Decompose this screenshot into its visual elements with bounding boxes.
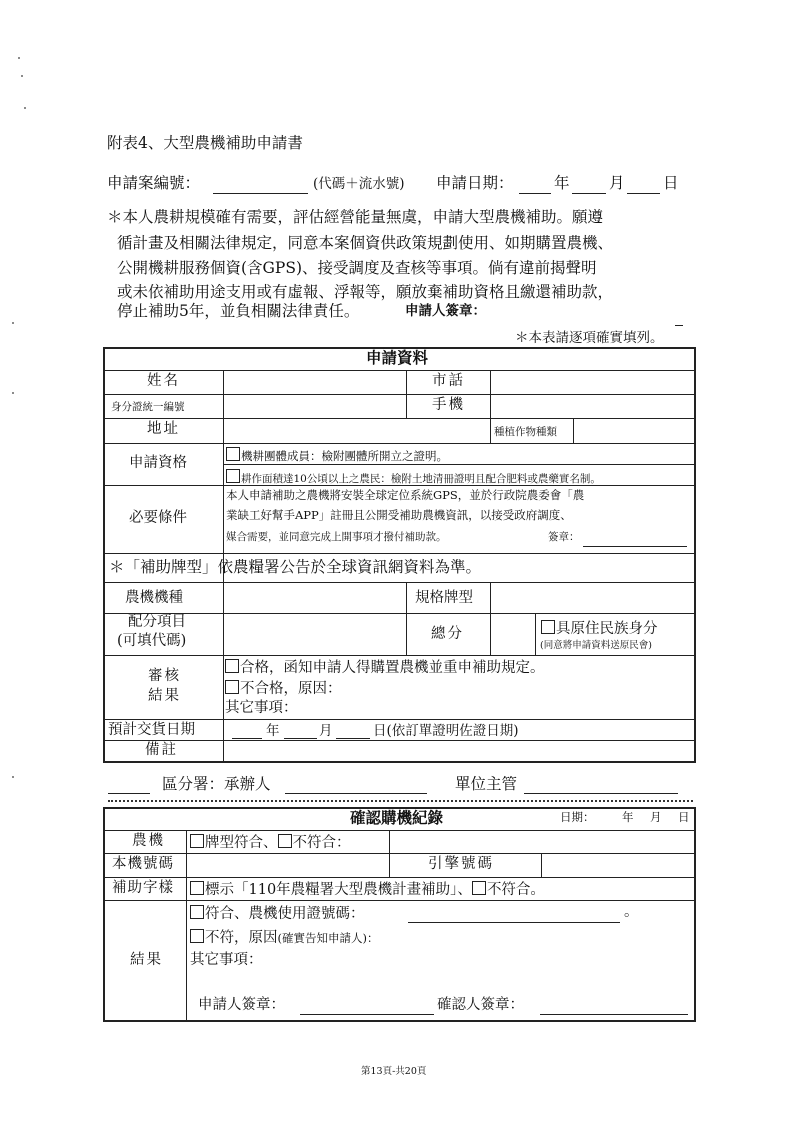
scan-speck — [12, 322, 14, 324]
phone-label: 市話 — [432, 373, 465, 389]
column-divider — [490, 418, 491, 443]
requirement-line-2: 業缺工好幫手APP」註冊且公開受補助農機資訊，以接受政府調度、 — [226, 508, 572, 522]
scan-speck — [21, 75, 23, 77]
page-number: 第13頁-共20頁 — [361, 1066, 427, 1077]
purchase-date-day: 日 — [678, 810, 690, 824]
checkbox[interactable] — [541, 620, 555, 634]
delivery-day-note: 日(依訂單證明佐證日期) — [373, 723, 519, 739]
supervisor-blank[interactable] — [524, 793, 678, 794]
row-divider — [104, 582, 695, 583]
delivery-year-unit: 年 — [266, 723, 280, 739]
column-divider — [535, 613, 536, 655]
checkbox[interactable] — [190, 929, 204, 943]
serial-number-label: 本機號碼 — [112, 856, 174, 872]
apply-date-label: 申請日期： — [436, 174, 514, 192]
checkbox[interactable] — [226, 447, 240, 461]
distribution-label: 配分項目 — [128, 614, 186, 630]
declaration-signature-blank[interactable] — [675, 325, 683, 326]
review-label-top: 審核 — [148, 668, 181, 684]
row-divider — [104, 900, 695, 901]
id-number-label: 身分證統一編號 — [111, 401, 185, 413]
usage-certificate-blank[interactable] — [408, 922, 620, 923]
table-border — [103, 347, 105, 762]
table-border — [103, 1020, 696, 1022]
indigenous-note: (同意將申請資料送原民會) — [540, 640, 652, 651]
row-divider — [104, 655, 695, 656]
purchase-date-label: 日期： — [560, 810, 595, 824]
checkbox[interactable] — [226, 469, 240, 483]
officer-blank[interactable] — [285, 793, 427, 794]
purchase-section-title: 確認購機紀錄 — [350, 808, 444, 827]
apply-year-blank[interactable] — [519, 193, 551, 194]
delivery-date-label: 預計交貨日期 — [108, 722, 195, 738]
result-other-label: 其它事項： — [190, 952, 263, 968]
qualification-label: 申請資格 — [129, 455, 187, 471]
review-fail-option[interactable]: 不合格，原因： — [225, 680, 342, 697]
total-score-label: 總分 — [431, 626, 464, 642]
review-label-bottom: 結果 — [148, 688, 181, 704]
requirement-label: 必要條件 — [129, 510, 187, 526]
district-blank[interactable] — [108, 793, 150, 794]
engine-number-label: 引擎號碼 — [428, 856, 494, 872]
review-other-label: 其它事項： — [225, 700, 298, 716]
name-label: 姓名 — [147, 373, 180, 389]
column-divider — [573, 418, 574, 443]
column-divider — [490, 370, 491, 418]
row-divider — [104, 613, 695, 614]
case-number-blank[interactable] — [213, 193, 308, 194]
result-label: 結果 — [130, 952, 163, 968]
purchase-date-year: 年 — [622, 810, 634, 824]
confirmer-signature-label: 確認人簽章： — [437, 997, 524, 1013]
checkbox[interactable] — [225, 680, 239, 694]
mobile-label: 手機 — [432, 397, 465, 413]
machine-label: 農機 — [132, 833, 165, 849]
declaration-signature-label: 申請人簽章： — [405, 303, 486, 319]
qualification-option-area[interactable]: 耕作面積達10公頃以上之農民：檢附土地清冊證明且配合肥料或農藥實名制。 — [226, 469, 601, 485]
applicant-signature-label: 申請人簽章： — [198, 997, 285, 1013]
form-title: 附表4、大型農機補助申請書 — [107, 134, 303, 152]
delivery-year-blank[interactable] — [232, 738, 262, 739]
row-divider — [104, 830, 695, 831]
apply-year-unit: 年 — [554, 174, 570, 192]
result-mismatch-option[interactable]: 不符，原因(確實告知申請人)： — [190, 929, 378, 946]
column-divider — [406, 582, 407, 655]
table-border — [103, 807, 105, 1021]
result-period: 。 — [624, 904, 639, 920]
checkbox[interactable] — [190, 881, 204, 895]
address-label: 地址 — [147, 421, 180, 437]
qualification-option-group[interactable]: 機耕團體成員：檢附團體所開立之證明。 — [226, 447, 448, 463]
applicant-signature-blank[interactable] — [300, 1014, 434, 1015]
row-divider — [104, 553, 695, 554]
case-number-hint: (代碼＋流水號) — [313, 176, 405, 192]
delivery-day-blank[interactable] — [336, 738, 370, 739]
row-divider — [104, 740, 695, 741]
result-match-option[interactable]: 符合、農機使用證號碼： — [190, 905, 365, 922]
apply-month-blank[interactable] — [572, 193, 606, 194]
row-divider — [104, 394, 695, 395]
district-officer-label: 區分署：承辦人 — [162, 775, 271, 793]
table-border — [694, 347, 696, 762]
supervisor-label: 單位主管 — [455, 775, 518, 793]
declaration-line-4: 或未依補助用途支用或有虛報、浮報等，願放棄補助資格且繳還補助款， — [117, 283, 614, 301]
checkbox[interactable] — [278, 834, 292, 848]
confirmer-signature-blank[interactable] — [540, 1014, 688, 1015]
scan-speck — [24, 107, 26, 109]
column-divider — [541, 853, 542, 877]
row-divider — [104, 418, 695, 419]
row-divider — [104, 719, 695, 720]
checkbox[interactable] — [472, 881, 486, 895]
label-column-divider — [186, 830, 187, 1020]
fill-note: ＊本表請逐項確實填列。 — [515, 330, 664, 346]
requirement-line-1: 本人申請補助之農機將安裝全球定位系統GPS，並於行政院農委會「農 — [226, 488, 585, 502]
declaration-line-2: 循計畫及相關法律規定，同意本案個資供政策規劃使用、如期購置農機、 — [117, 234, 614, 252]
row-divider — [104, 853, 695, 854]
scan-speck — [12, 392, 14, 394]
table-border — [694, 807, 696, 1021]
row-divider — [104, 443, 695, 444]
row-divider — [104, 877, 695, 878]
distribution-code-label: (可填代碼) — [117, 633, 187, 649]
subsidy-mark-option[interactable]: 標示「110年農糧署大型農機計畫補助」、 不符合。 — [190, 881, 545, 898]
row-divider — [104, 485, 695, 486]
subsidy-mark-label: 補助字樣 — [112, 880, 174, 896]
checkbox[interactable] — [190, 905, 204, 919]
spec-brand-label: 規格牌型 — [415, 590, 473, 606]
declaration-line-5: 停止補助5年，並負相關法律責任。 — [117, 302, 360, 320]
review-pass-option[interactable]: 合格，函知申請人得購置農機並重申補助規定。 — [225, 659, 545, 676]
application-section-title: 申請資料 — [366, 348, 429, 367]
checkbox[interactable] — [190, 834, 204, 848]
machine-type-label: 農機機種 — [125, 590, 183, 606]
apply-month-unit: 月 — [609, 174, 625, 192]
column-divider — [389, 830, 390, 877]
case-number-label: 申請案編號： — [107, 174, 201, 192]
remark-label: 備註 — [145, 742, 178, 758]
crop-type-label: 種植作物種類 — [494, 426, 557, 438]
declaration-line-3: 公開機耕服務個資(含GPS)、接受調度及查核等事項。倘有違前揭聲明 — [117, 259, 597, 277]
apply-day-blank[interactable] — [627, 193, 660, 194]
machine-match-option[interactable]: 牌型符合、 不符合： — [190, 834, 351, 851]
checkbox[interactable] — [225, 659, 239, 673]
brand-note: ＊「補助牌型」依農糧署公告於全球資訊網資料為準。 — [109, 558, 482, 576]
purchase-date-month: 月 — [650, 810, 662, 824]
requirement-line-3: 媒合需要，並同意完成上開事項才撥付補助款。 — [226, 531, 447, 543]
row-divider — [104, 370, 695, 371]
table-border — [103, 761, 696, 763]
scan-speck — [12, 776, 14, 778]
requirement-sign-label: 簽章： — [548, 531, 580, 543]
column-divider — [406, 370, 407, 418]
delivery-month-unit: 月 — [319, 723, 333, 739]
column-divider — [490, 582, 491, 655]
declaration-line-1: ＊本人農耕規模確有需要，評估經營能量無虞，申請大型農機補助。願遵 — [107, 208, 604, 226]
cut-line — [108, 800, 693, 802]
apply-day-unit: 日 — [663, 174, 679, 192]
row-divider — [223, 464, 695, 465]
scan-speck — [18, 57, 20, 59]
requirement-sign-blank[interactable] — [583, 546, 687, 547]
delivery-month-blank[interactable] — [284, 738, 317, 739]
indigenous-option[interactable]: 具原住民族身分 — [541, 620, 658, 637]
